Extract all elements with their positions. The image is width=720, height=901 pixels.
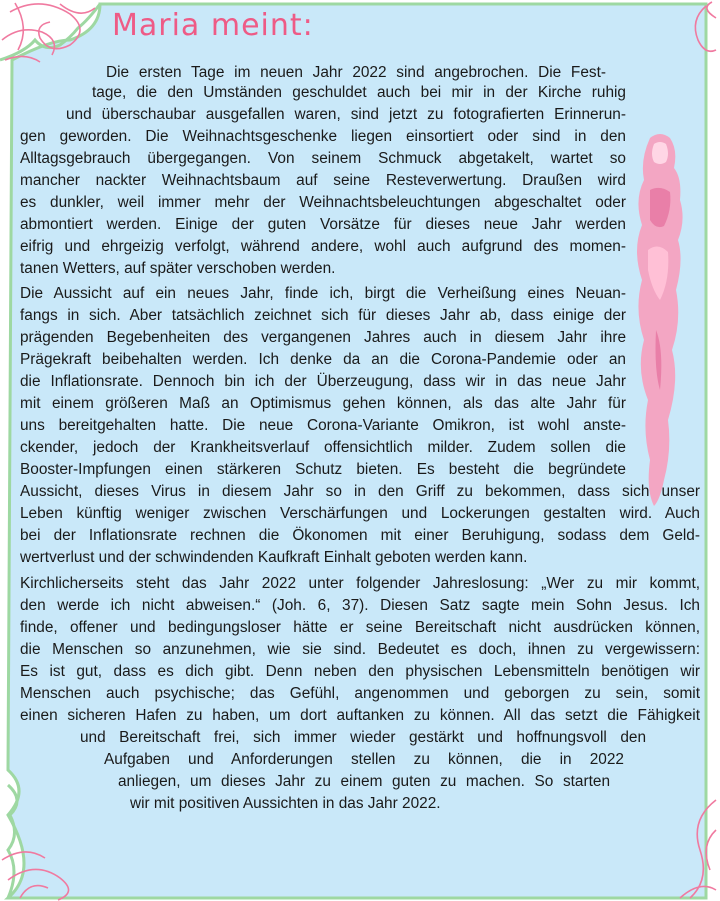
text-line: anliegen, um dieses Jahr zu einem guten zu machen. So starten: [118, 773, 610, 790]
text-line: die Menschen so anzunehmen, wie sie sind. Bedeutet es doch, ihnen zu vergewissern:: [20, 641, 700, 658]
text-line: einen sicheren Hafen zu haben, um dort auftanken zu können. All das setzt die Fähigkeit: [20, 707, 700, 724]
text-line: eifrig und ehrgeizig verfolgt, während andere, wohl auch aufgrund des momen-: [20, 238, 626, 255]
text-line: Aufgaben und Anforderungen stellen zu können, die in 2022: [104, 751, 624, 768]
text-line: und Bereitschaft frei, sich immer wieder gestärkt und hoffnungsvoll den: [80, 729, 646, 746]
text-line: mit einem größeren Maß an Optimismus gehen können, als das alte Jahr für: [20, 395, 626, 412]
text-line: fangs in sich. Aber tatsächlich zeichnet sich für dieses Jahr ab, dass einige der: [20, 307, 626, 324]
text-line: Leben künftig weniger zwischen Verschärfungen und Lockerungen gestalten wird. Auch: [20, 505, 700, 522]
text-line: den werde ich nicht abweisen.“ (Joh. 6, 37). Diesen Satz sagte mein Sohn Jesus. Ich: [20, 597, 700, 614]
text-line: finde, offener und bedingungsloser hätte er seine Bereitschaft nicht ausdrücken können,: [20, 619, 700, 636]
text-line: Die Aussicht auf ein neues Jahr, finde ich, birgt die Verheißung eines Neuan-: [20, 285, 626, 302]
article: [20, 0, 706, 901]
text-line: gen geworden. Die Weihnachtsgeschenke liegen einsortiert oder sind in den: [20, 128, 626, 145]
text-line: mancher nackter Weihnachtsbaum auf seine Resteverwertung. Draußen wird: [20, 172, 626, 189]
text-line: Menschen auch psychische; das Gefühl, angenommen und geborgen zu sein, somit: [20, 685, 700, 702]
text-line: Prägekraft beibehalten werden. Ich denke da an die Corona-Pandemie oder an: [20, 351, 626, 368]
text-line: tanen Wetters, auf später verschoben werden.: [20, 260, 336, 277]
text-line: abmontiert werden. Einige der guten Vorsätze für dieses neue Jahr werden: [20, 216, 626, 233]
text-line: Alltagsgebrauch übergegangen. Von seinem Schmuck abgetakelt, wartet so: [20, 150, 626, 167]
text-line: Kirchlicherseits steht das Jahr 2022 unter folgender Jahreslosung: „Wer zu mir kommt,: [20, 575, 700, 592]
text-line: es dunkler, weil immer mehr der Weihnachtsbeleuchtungen abgeschaltet oder: [20, 194, 626, 211]
text-line: Es ist gut, dass es dich gibt. Denn neben den physischen Lebensmitteln benötigen wir: [20, 663, 700, 680]
text-line: Booster-Impfungen einen stärkeren Schutz bieten. Es besteht die begründete: [20, 461, 626, 478]
page-title: Maria meint:: [112, 8, 314, 43]
text-line: Aussicht, dieses Virus in diesem Jahr so in den Griff zu bekommen, dass sich unser: [20, 483, 700, 500]
text-line: bei der Inflationsrate rechnen die Ökonomen mit einer Beruhigung, sodass dem Geld-: [20, 527, 700, 544]
text-line: ckender, jedoch der Krankheitsverlauf offensichtlich milder. Zudem sollen die: [20, 439, 626, 456]
text-line: die Inflationsrate. Dennoch bin ich der Überzeugung, dass wir in das neue Jahr: [20, 373, 626, 390]
text-line: uns bereitgehalten hatte. Die neue Corona-Variante Omikron, ist wohl anste-: [20, 417, 626, 434]
scallop-bottom-left: [8, 785, 17, 898]
text-line: und überschaubar ausgefallen waren, sind jetzt zu fotografierten Erinnerun-: [66, 106, 626, 123]
text-line: prägenden Begebenheiten des vergangenen Jahres auch in diesem Jahr ihre: [20, 329, 626, 346]
text-line: Die ersten Tage im neuen Jahr 2022 sind angebrochen. Die Fest-: [106, 64, 606, 81]
text-line: tage, die den Umständen geschuldet auch bei mir in der Kirche ruhig: [92, 84, 626, 101]
text-line: wir mit positiven Aussichten in das Jahr 2022.: [130, 795, 441, 812]
text-line: wertverlust und der schwindenden Kaufkraft Einhalt geboten werden kann.: [20, 549, 528, 566]
